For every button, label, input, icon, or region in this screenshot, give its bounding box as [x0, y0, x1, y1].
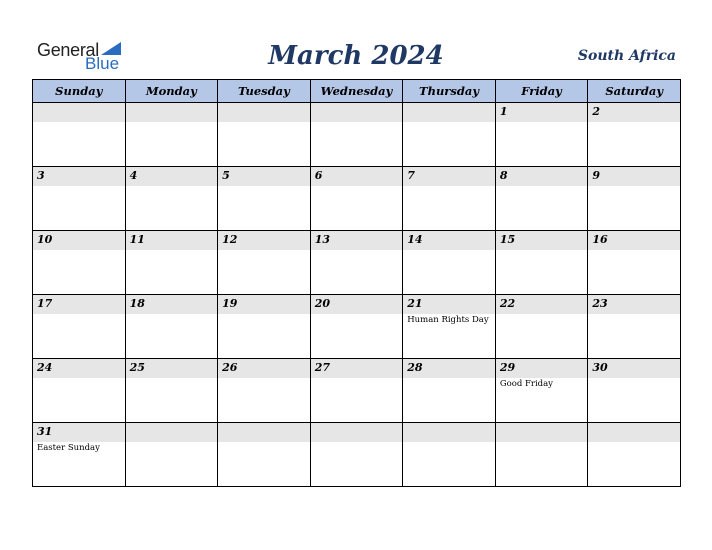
holiday-label: [403, 250, 495, 251]
day-number-bar: [126, 359, 218, 378]
day-cell: [218, 359, 311, 423]
holiday-label: [311, 122, 403, 123]
day-number-bar: [311, 103, 403, 122]
day-number-bar: [403, 359, 495, 378]
week-row: [33, 295, 681, 359]
day-cell: [33, 231, 126, 295]
day-number-bar: [218, 167, 310, 186]
day-number-bar: [588, 359, 680, 378]
day-number-bar: [218, 231, 310, 250]
logo-word-blue: Blue: [85, 54, 120, 73]
day-number-bar: [496, 103, 588, 122]
day-number: 12: [222, 233, 238, 246]
day-number-bar: [126, 295, 218, 314]
day-number-bar: [218, 423, 310, 442]
holiday-label: [33, 250, 125, 251]
day-number: 2: [592, 105, 601, 118]
holiday-label: [126, 442, 218, 443]
day-cell: [495, 167, 588, 231]
day-number: 20: [314, 297, 330, 310]
holiday-label: [588, 442, 680, 443]
holiday-label: [311, 378, 403, 379]
holiday-label: [311, 186, 403, 187]
day-number-bar: [588, 295, 680, 314]
day-cell: [33, 295, 126, 359]
day-number: 23: [592, 297, 608, 310]
day-number-bar: [218, 295, 310, 314]
day-cell: [495, 359, 588, 423]
week-row: [33, 167, 681, 231]
holiday-label: [403, 186, 495, 187]
week-row: [33, 231, 681, 295]
holiday-label: [311, 442, 403, 443]
day-cell: [310, 167, 403, 231]
day-cell: [33, 103, 126, 167]
day-cell: [588, 167, 681, 231]
day-number: 14: [407, 233, 423, 246]
day-number: 17: [37, 297, 53, 310]
day-number: 27: [314, 361, 330, 374]
day-cell: [33, 167, 126, 231]
week-row: [33, 103, 681, 167]
day-number-bar: [403, 423, 495, 442]
day-cell: [33, 423, 126, 487]
day-number-bar: [588, 231, 680, 250]
day-cell: [218, 231, 311, 295]
holiday-label: [588, 378, 680, 379]
day-number: 18: [129, 297, 145, 310]
day-cell: [125, 359, 218, 423]
day-number: 4: [129, 169, 138, 182]
day-number-bar: [33, 103, 125, 122]
holiday-label: [126, 314, 218, 315]
weekday-header: Saturday: [588, 80, 681, 103]
day-number: 21: [407, 297, 423, 310]
holiday-label: [218, 250, 310, 251]
holiday-label: [33, 314, 125, 315]
holiday-label: Human Rights Day: [407, 315, 489, 325]
day-cell: [403, 423, 496, 487]
holiday-label: [496, 186, 588, 187]
day-number: 15: [499, 233, 516, 246]
day-cell: [495, 231, 588, 295]
day-number-bar: [126, 103, 218, 122]
day-number-bar: [33, 359, 125, 378]
day-cell: [218, 423, 311, 487]
logo-word-general: General: [37, 40, 99, 60]
holiday-label: [218, 186, 310, 187]
day-cell: [125, 423, 218, 487]
day-number: 25: [129, 361, 145, 374]
day-number: 11: [129, 233, 145, 246]
day-cell: [125, 103, 218, 167]
day-cell: [218, 295, 311, 359]
day-number-bar: [33, 167, 125, 186]
day-cell: [588, 103, 681, 167]
day-number-bar: [496, 295, 588, 314]
day-cell: [588, 295, 681, 359]
day-number: 31: [37, 425, 53, 438]
holiday-label: [33, 122, 125, 123]
day-number-bar: [403, 103, 495, 122]
day-number-bar: [311, 231, 403, 250]
day-number: 7: [407, 169, 415, 182]
holiday-label: [126, 186, 218, 187]
day-number: 8: [499, 169, 508, 182]
day-cell: [218, 167, 311, 231]
day-number-bar: [33, 295, 125, 314]
day-number-bar: [403, 231, 495, 250]
day-number-bar: [496, 231, 588, 250]
day-number: 16: [592, 233, 608, 246]
day-number: 29: [499, 361, 516, 374]
day-number-bar: [588, 103, 680, 122]
holiday-label: [496, 442, 588, 443]
day-cell: [125, 167, 218, 231]
day-cell: [495, 423, 588, 487]
day-number: 13: [314, 233, 330, 246]
holiday-label: [403, 378, 495, 379]
day-number: 3: [37, 169, 45, 182]
holiday-label: [218, 314, 310, 315]
day-number-bar: [588, 167, 680, 186]
day-cell: [588, 359, 681, 423]
day-number: 1: [499, 105, 508, 118]
day-number: 30: [592, 361, 608, 374]
day-cell: [403, 103, 496, 167]
day-number-bar: [126, 231, 218, 250]
holiday-label: [311, 250, 403, 251]
holiday-label: [218, 378, 310, 379]
day-number-bar: [311, 167, 403, 186]
day-number: 19: [222, 297, 238, 310]
holiday-label: [403, 442, 495, 443]
day-number-bar: [496, 423, 588, 442]
day-number-bar: [218, 359, 310, 378]
weekday-header: Monday: [125, 80, 218, 103]
day-cell: [495, 295, 588, 359]
holiday-label: [126, 378, 218, 379]
day-number-bar: [311, 423, 403, 442]
day-number-bar: [33, 423, 125, 442]
day-number: 9: [592, 169, 601, 182]
holiday-label: [588, 186, 680, 187]
day-number: 22: [499, 297, 516, 310]
holiday-label: [588, 314, 680, 315]
day-cell: [218, 103, 311, 167]
day-number-bar: [496, 359, 588, 378]
weekday-header: Wednesday: [310, 80, 403, 103]
day-number-bar: [126, 167, 218, 186]
day-cell: [403, 167, 496, 231]
weekday-header-row: [33, 80, 681, 103]
weekday-header: Tuesday: [218, 80, 311, 103]
day-cell: [33, 359, 126, 423]
day-cell: [125, 295, 218, 359]
day-number-bar: [126, 423, 218, 442]
day-number-bar: [33, 231, 125, 250]
holiday-label: [33, 378, 125, 379]
holiday-label: [311, 314, 403, 315]
week-row: [33, 359, 681, 423]
holiday-label: Good Friday: [499, 379, 553, 389]
holiday-label: [496, 314, 588, 315]
day-number: 24: [37, 361, 53, 374]
day-cell: [588, 231, 681, 295]
day-cell: [588, 423, 681, 487]
holiday-label: [218, 442, 310, 443]
calendar-grid: [32, 79, 681, 487]
holiday-label: [218, 122, 310, 123]
holiday-label: [403, 122, 495, 123]
weekday-header: Thursday: [403, 80, 496, 103]
day-number: 5: [222, 169, 230, 182]
calendar-title: March 2024: [268, 41, 444, 71]
day-number-bar: [311, 359, 403, 378]
day-cell: [310, 423, 403, 487]
holiday-label: Easter Sunday: [37, 443, 100, 453]
country-label: South Africa: [577, 48, 676, 64]
day-number: 6: [314, 169, 323, 182]
day-cell: [310, 231, 403, 295]
holiday-label: [126, 250, 218, 251]
day-number: 28: [407, 361, 423, 374]
holiday-label: [588, 122, 680, 123]
day-number-bar: [588, 423, 680, 442]
holiday-label: [496, 122, 588, 123]
day-cell: [403, 359, 496, 423]
weekday-header: Sunday: [33, 80, 126, 103]
weekday-header: Friday: [495, 80, 588, 103]
holiday-label: [588, 250, 680, 251]
day-cell: [310, 359, 403, 423]
day-number: 10: [37, 233, 53, 246]
holiday-label: [496, 250, 588, 251]
day-cell: [403, 295, 496, 359]
day-cell: [310, 295, 403, 359]
day-cell: [125, 231, 218, 295]
day-number: 26: [222, 361, 238, 374]
week-row: [33, 423, 681, 487]
holiday-label: [126, 122, 218, 123]
day-number-bar: [496, 167, 588, 186]
day-cell: [403, 231, 496, 295]
day-cell: [310, 103, 403, 167]
day-number-bar: [311, 295, 403, 314]
day-number-bar: [403, 167, 495, 186]
holiday-label: [33, 186, 125, 187]
day-cell: [495, 103, 588, 167]
day-number-bar: [403, 295, 495, 314]
day-number-bar: [218, 103, 310, 122]
